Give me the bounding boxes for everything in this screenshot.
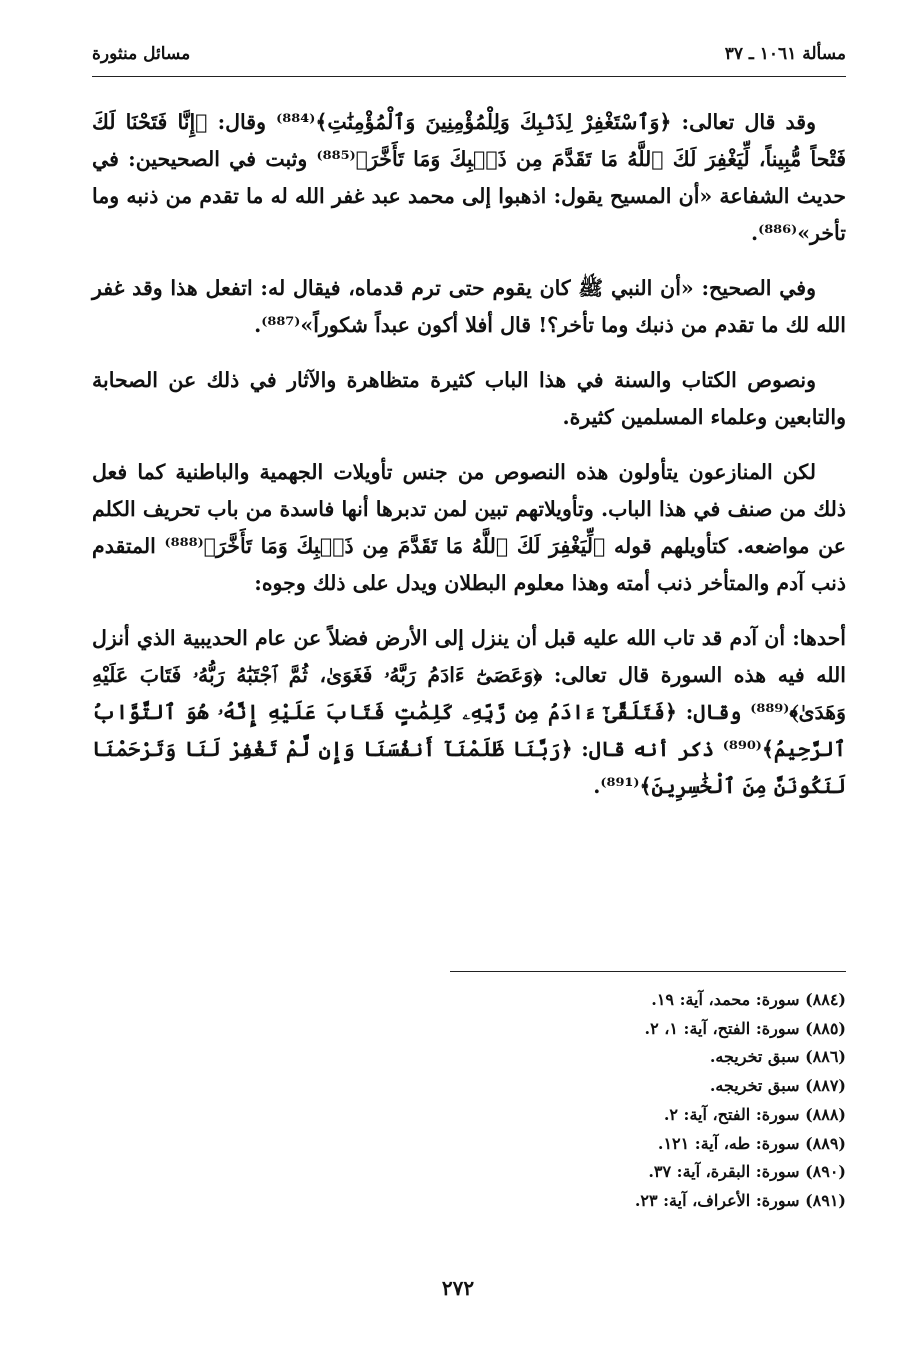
paragraph: وقد قال تعالى: ﴿وَٱسْتَغْفِرْ لِذَنۢبِكَ وَلِلْمُؤْمِنِينَ وَٱلْمُؤْمِنَٰتِ﴾⁽⁸⁸⁴⁾ وقال: ﴿إِنَّا فَتَحْنَا لَكَ فَتْحاً مُّبِيناً، لِّيَغْفِرَ لَكَ ٱللَّهُ مَا تَقَدَّمَ مِن ذَنۢبِكَ وَمَا تَأَخَّرَ﴾⁽⁸⁸⁵⁾ وثبت في الصحيحين: في حديث الشفاعة «أن المسيح يقول: اذهبوا إلى محمد عبد غفر الله له ما تقدم من ذنبه وما تأخر»⁽⁸⁸⁶⁾. <box>92 110 847 245</box>
footnote: (٨٨٩) سورة: طه، آية: ١٢١. <box>657 1133 846 1153</box>
paragraph: وفي الصحيح: «أن النبي ﷺ كان يقوم حتى ترم قدماه، فيقال له: اتفعل هذا وقد غفر الله لك ما تقدم من ذنبك وما تأخر؟! قال أفلا أكون عبداً شكوراً»⁽⁸⁸⁷⁾. <box>92 276 846 337</box>
section-title: مسائل منثورة <box>92 44 191 64</box>
footnote: (٨٨٥) سورة: الفتح، آية: ١، ٢. <box>644 1018 846 1038</box>
page-number: ٢٧٢ <box>441 1276 475 1300</box>
footnote: (٨٨٧) سبق تخريجه. <box>709 1076 846 1096</box>
paragraph: لكن المنازعون يتأولون هذه النصوص من جنس تأويلات الجهمية والباطنية كما فعل ذلك من صنف في هذا الباب. وتأويلاتهم تبين لمن تدبرها أنها فاسدة من باب تحريف الكلم عن مواضعه. كتأويلهم قوله ﴿لِّيَغْفِرَ لَكَ ٱللَّهُ مَا تَقَدَّمَ مِن ذَنۢبِكَ وَمَا تَأَخَّرَ﴾⁽⁸⁸⁸⁾ المتقدم ذنب آدم والمتأخر ذنب أمته وهذا معلوم البطلان ويدل على ذلك وجوه: <box>92 460 847 595</box>
running-header <box>92 44 846 64</box>
header-divider <box>92 76 846 77</box>
footnotes-list <box>92 986 846 1216</box>
footnote-divider <box>450 971 846 972</box>
footnote: (٨٨٤) سورة: محمد، آية: ١٩. <box>651 990 846 1009</box>
paragraph: أحدها: أن آدم قد تاب الله عليه قبل أن ينزل إلى الأرض فضلاً عن عام الحديبية الذي أنزل الله فيه هذه السورة قال تعالى: ﴿وَعَصَىٰٓ ءَادَمُ رَبَّهُۥ فَغَوَىٰ، ثُمَّ ٱجْتَبَٰهُ رَبُّهُۥ فَتَابَ عَلَيْهِ وَهَدَىٰ﴾⁽⁸⁸⁹⁾ وقال: ﴿فَتَلَقَّىٰٓ ءَادَمُ مِن رَّبِّهِۦ كَلِمَٰتٍ فَتَابَ عَلَيْهِ إِنَّهُۥ هُوَ ٱلتَّوَّابُ ٱلرَّحِيمُ﴾⁽⁸⁹⁰⁾ ذكر أنه قال: ﴿رَبَّنَا ظَلَمْنَآ أَنفُسَنَا وَإِن لَّمْ تَغْفِرْ لَنَا وَتَرْحَمْنَا لَنَكُونَنَّ مِنَ ٱلْخَٰسِرِينَ﴾⁽⁸⁹¹⁾. <box>92 626 846 798</box>
footnote: (٨٩١) سورة: الأعراف، آية: ٢٣. <box>634 1190 846 1210</box>
footnote: (٨٨٦) سبق تخريجه. <box>709 1047 846 1067</box>
footnote: (٨٩٠) سورة: البقرة، آية: ٣٧. <box>648 1162 846 1182</box>
paragraph: ونصوص الكتاب والسنة في هذا الباب كثيرة متظاهرة والآثار في ذلك عن الصحابة والتابعين وعلماء المسلمين كثيرة. <box>92 368 846 429</box>
footnote: (٨٨٨) سورة: الفتح، آية: ٢. <box>663 1104 846 1124</box>
main-text <box>92 104 846 823</box>
chapter-title: مسألة ١٠٦١ ـ ٣٧ <box>724 44 846 64</box>
